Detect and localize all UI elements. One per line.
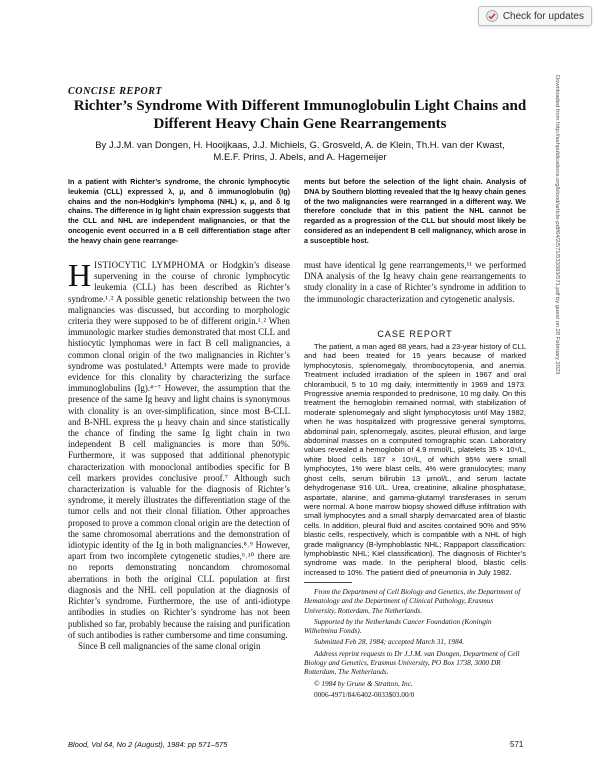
author-list <box>60 140 540 164</box>
body-right-intro: must have identical Ig gene rearrangements,¹¹ we performed DNA analysis of the Ig heavy chain gene rearrangements to study clonality in a case of Richter’s syndrome in addition to the immunologic characterization and cytogenetic analysis. <box>304 260 526 304</box>
authors-line-1: By J.J.M. van Dongen, H. Hooijkaas, J.J. Michiels, G. Grosveld, A. de Klein, Th.H. van der Kwast, <box>95 140 505 151</box>
abstract-left-column: In a patient with Richter’s syndrome, the chronic lymphocytic leukemia (CLL) expressed λ, μ, and δ immunoglobulin (Ig) chains and the non-Hodgkin’s lymphoma (NHL) κ, μ, and δ Ig chains. The difference in Ig light chain expression suggests that the CLL and NHL are independent malignancies, or that the oncogenic event occurred in a B cell differentiation stage after the heavy chain gene rearrange- <box>68 177 290 245</box>
case-report-heading: CASE REPORT <box>377 329 453 339</box>
title-line-2: Different Heavy Chain Gene Rearrangements <box>153 116 447 132</box>
article-title <box>60 97 540 133</box>
footnote-copyright: © 1984 by Grune & Stratton, Inc. <box>314 678 413 688</box>
title-line-1: Richter’s Syndrome With Different Immunoglobulin Light Chains and <box>73 98 527 114</box>
footnote-divider <box>304 582 352 583</box>
download-watermark <box>549 75 561 595</box>
footnote-support: Supported by the Netherlands Cancer Foundation (Koningin Wilhelmina Fonds). <box>304 616 492 636</box>
body-left-text: or Hodgkin’s disease supervening in the course of chronic lymphocytic leukemia (CLL) has been described as Richter’s syndrome.¹˒² A possible genetic relationship between the two malignancies was discussed, but according to morphologic criteria they were supposed to be of different origin.¹˒² When immunologic marker studies demonstrated that most CLL and histiocytic lymphomas were in fact B cell malignancies, a common clonal origin of the two malignancies in Richter’s syndrome was postulated.³ Attempts were made to provide evidence for this clonality by characterizing the surface immunoglobulins (Ig).⁴⁻⁷ However, the assumption that the presence of the same Ig heavy and light chains is synonymous with clonality is an over-simplification, since most B-CLL and B-NHL express the μ heavy chain and since statistically the chance of finding the same Ig light chain in two independent B cell malignancies is more than 50%. Furthermore, it was supposed that additional phenotypic characterization with monoclonal antibodies specific for B cell markers provides conclusive proof.⁷ Although such characterization is valuable for the diagnosis of Richter’s syndrome, it merely illustrates the differentiation stage of the tumor cells and not their clonal filiation. Other approaches proposed to prove a common clonal origin are the detection of the same chromosomal aberrations and the demonstration of idiotypic identity of the Ig in both malignancies.⁸˒⁹ However, apart from two incomplete cytogenetic studies,⁶˒¹⁰ there are no reports demonstrating noncandom chromosomal aberrations in both the original CLL population at first diagnosis and the NHL cell population at the diagnosis of Richter’s syndrome. Furthermore, the use of anti-idiotype antibodies in studies on Richter’s syndrome has not been published so far, probably because the raising and purification of such antibodies is rather cumbersome and time consuming. <box>68 260 290 640</box>
footnote-dates: Submitted Feb 28, 1984; accepted March 31, 1984. <box>314 637 465 647</box>
body-left-column <box>68 257 290 652</box>
abstract-right-column: ments but before the selection of the light chain. Analysis of DNA by Southern blotting revealed that the Ig heavy chain genes of the two malignancies were rearranged in a different way. We therefore conclude that in this patient the NHL cannot be regarded as a progression of the CLL but should most likely be considered as an independent B cell malignancy, which arose in a susceptible host. <box>304 177 526 245</box>
check-for-updates-button[interactable] <box>478 6 592 26</box>
section-label: CONCISE REPORT <box>68 86 163 97</box>
journal-citation: Blood, Vol 64, No 2 (August), 1984: pp 571–575 <box>68 740 228 749</box>
case-report-text: The patient, a man aged 88 years, had a 23-year history of CLL and had been treated for 15 years because of marked lymphocytosis, splenomegaly, thrombocytopenia, and anemia. Treatment included irradiation of the spleen in 1967 and oral chlorambucil, 5 to 10 mg daily, intermittently in 1969 and 1973. Progressive anemia responded to prednisone, 10 mg daily. On this treatment the hemoglobin remained normal, with stabilization of moderate splenomegaly and slight lymphocytosis until May 1982, when he was hospitalized with progressive general symptoms, abdominal pain, splenomegaly, ascites, pleural effusion, and large abdominal masses on a computed tomographic scan. Laboratory values revealed a hemoglobin of 4.9 mmol/L, platelets 35 × 10⁹/L, white blood cells 187 × 10⁹/L, of which 95% were small lymphocytes, 1% were blast cells, 4% were granulocytes; many ghost cells, serum bilirubin 13 μmol/L, and serum lactate dehydrogenase 916 U/L. Urea, creatinine, alkaline phosphatase, aspartate, alanine, and gamma-glutamyl transferases in serum were normal. A bone marrow biopsy showed diffuse infiltration with small lymphocytes and a small sharply demarcated area of blastic cells. In addition, pleural fluid and ascites contained 90% and 95% blastic cells, respectively, which is compatible with a NHL of high grade malignancy (B-lymphoblastic NHL; Rappaport classification: lymphoblastic NHL; Kiel classification). The diagnosis of Richter’s syndrome was made. In the peripheral blood, blastic cells increased to 10%. The patient died of pneumonia in July 1982. <box>304 342 526 577</box>
watermark-text: Downloaded from http://ashpublications.org/blood/article-pdf/64/2/571/533383/571.pdf by guest on 28 February 2023 <box>554 75 560 375</box>
page-number: 571 <box>510 740 524 749</box>
drop-cap: H <box>68 257 92 293</box>
footnote-reprints: Address reprint requests to Dr J.J.M. van Dongen, Department of Cell Biology and Genetics, Erasmus University, PO Box 1738, 3000 DR Rotterdam, The Netherlands. <box>304 648 520 677</box>
body-left-last-paragraph: Since B cell malignancies of the same clonal origin <box>78 640 261 651</box>
authors-line-2: M.E.F. Prins, J. Abels, and A. Hagemeijer <box>213 152 387 163</box>
footnotes <box>304 587 526 701</box>
footnote-code: 0006-4971/84/6402-0033$03.00/0 <box>314 689 415 699</box>
footnote-affiliation: From the Department of Cell Biology and Genetics, the Department of Hematology and the Department of Clinical Pathology, Erasmus University, Rotterdam, The Netherlands. <box>304 587 521 615</box>
check-updates-icon <box>486 10 498 22</box>
body-opening-words: ISTIOCYTIC LYMPHOMA <box>94 260 205 270</box>
check-updates-label: Check for updates <box>502 10 584 22</box>
